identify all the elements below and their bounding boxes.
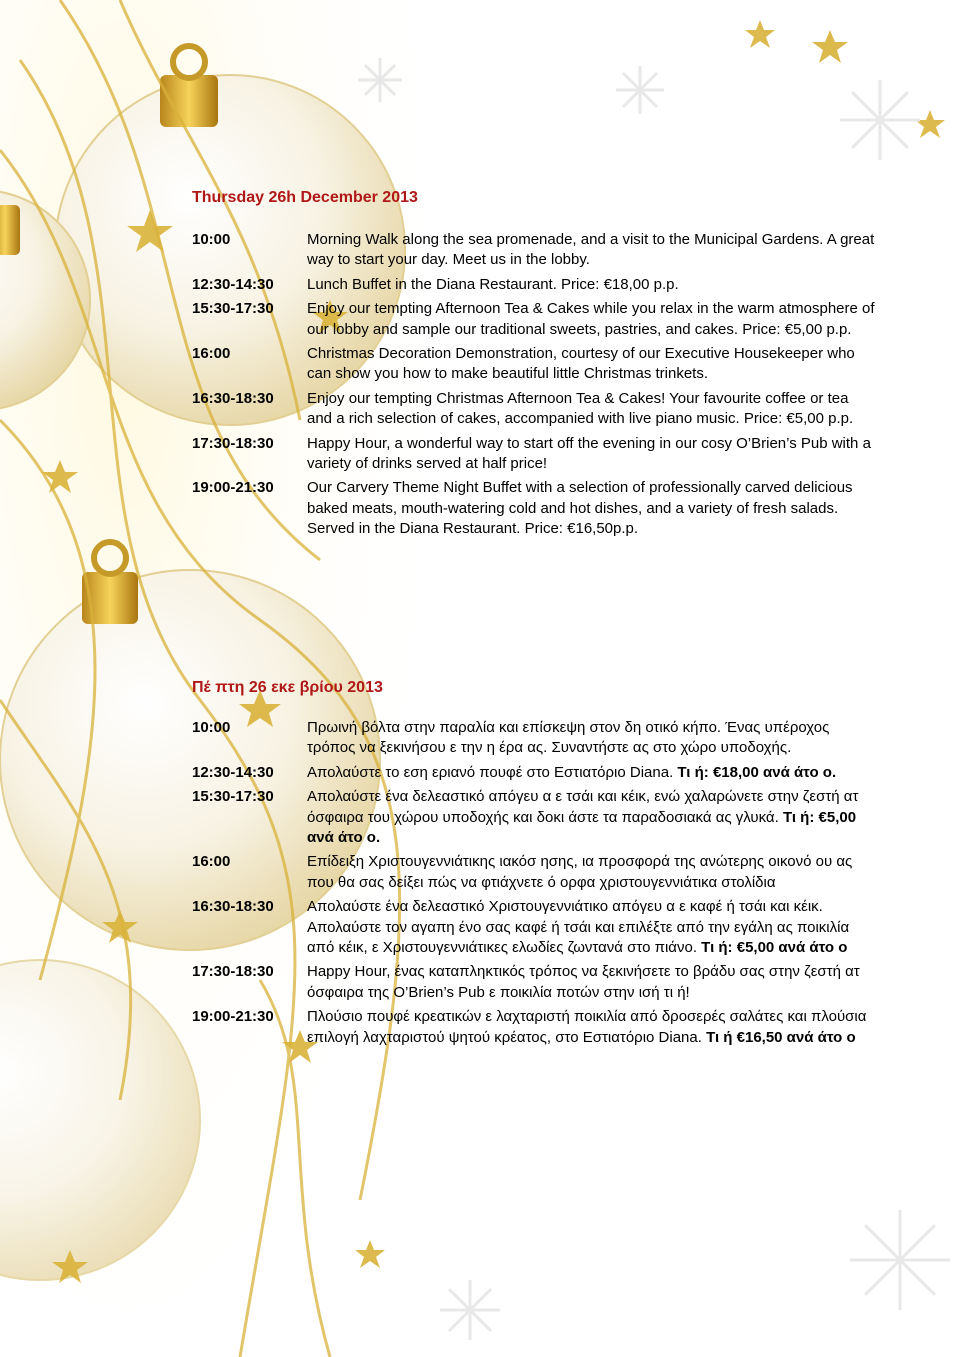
entry-description: Enjoy our tempting Afternoon Tea & Cakes while you relax in the warm atmosphere of our lobby and sample our traditional sweets, pastries, and cakes. Price: €5,00 p.p. (307, 300, 875, 338)
schedule-entry (192, 718, 882, 759)
entry-time: 10:00 (192, 231, 231, 248)
schedule-entry (192, 299, 882, 340)
entry-description (307, 897, 877, 958)
entry-time: 16:30-18:30 (192, 898, 274, 916)
greek-section-title: Πέ πτη 26 εκε βρίου 2013 (192, 679, 383, 696)
entry-time: 16:00 (192, 345, 231, 363)
entry-description: Happy Hour, ένας καταπληκτικός τρόπος να ξεκινήσετε το βράδυ σας στην ζεστή ατ όσφαιρα της O’Brien’s Pub ε ποικιλία ποτών στην ισή τι ή! (307, 963, 860, 1001)
entry-time: 10:00 (192, 719, 231, 736)
schedule-entry (192, 478, 882, 539)
schedule-entry (192, 852, 882, 893)
entry-description: Επίδειξη Χριστουγεννιάτικης ιακόσ ησης, ια προσφορά της ανώτερης οικονό ου ας που θα σας δείξει πώς να φτιάχνετε ό ορφα χριστουγεννιάτικα στολίδια (307, 853, 853, 891)
schedule-entry (192, 1007, 882, 1048)
entry-description (307, 763, 877, 783)
entry-time: 12:30-14:30 (192, 763, 274, 781)
entry-description: Πρωινή βόλτα στην παραλία και επίσκεψη στον δη οτικό κήπο. Ένας υπέροχος τρόπος να ξεκινήσου ε την η έρα ας. Συναντήστε ας στο χώρο υποδοχής. (307, 719, 830, 757)
entry-description: Happy Hour, a wonderful way to start off the evening in our cosy O’Brien’s Pub with a variety of drinks served at half price! (307, 434, 871, 473)
schedule-entry (192, 897, 882, 958)
schedule-entry (192, 230, 882, 271)
entry-description: Enjoy our tempting Christmas Afternoon Tea & Cakes! Your favourite coffee or tea and a rich selection of cakes, accompanied with live piano music. Price: €5,00 p.p. (307, 389, 854, 428)
entry-time: 16:30-18:30 (192, 389, 274, 407)
entry-time: 17:30-18:30 (192, 434, 274, 452)
entry-description: Our Carvery Theme Night Buffet with a selection of professionally carved delicious baked meats, mouth-watering cold and hot dishes, and a variety of fresh salads. Served in the Diana Restaurant. Price: €16,50p.p. (307, 479, 853, 538)
entry-description: Morning Walk along the sea promenade, and a visit to the Municipal Gardens. A great way to start your day. Meet us in the lobby. (307, 231, 875, 269)
entry-price: Τι ή: €5,00 ανά άτο ο (701, 939, 848, 957)
entry-time: 12:30-14:30 (192, 275, 274, 293)
entry-description: Lunch Buffet in the Diana Restaurant. Price: €18,00 p.p. (307, 275, 679, 293)
entry-description (307, 1007, 877, 1048)
schedule-entry (192, 389, 882, 430)
entry-text: Απολαύστε ένα δελεαστικό απόγευ α ε τσάι και κέικ, ενώ χαλαρώνετε στην ζεστή ατ όσφαιρα του χώρου υποδοχής και δοκι άστε τα παραδοσιακά ας γλυκά. (307, 788, 859, 826)
schedule-entry (192, 763, 882, 783)
entry-time: 15:30-17:30 (192, 788, 274, 806)
entry-time: 19:00-21:30 (192, 1008, 274, 1026)
english-schedule (192, 230, 882, 540)
schedule-entry (192, 787, 882, 848)
entry-text: Απολαύστε ένα δελεαστικό Χριστουγεννιάτικο απόγευ α ε καφέ ή τσάι και κέικ. Απολαύστε τον αγαπη ένο σας καφέ ή τσάι και επιλέξτε από την εγάλη ας ποικιλία από κέικ, ε Χριστουγεννιάτικες ελωδίες ζωντανά στο πιάνο. (307, 898, 850, 957)
entry-description (307, 787, 877, 848)
entry-text: Πλούσιο πουφέ κρεατικών ε λαχταριστή ποικιλία από δροσερές σαλάτες και πλούσια επιλογή λαχταριστού ψητού κρέατος, στο Εστιατόριο Diana. (307, 1008, 867, 1046)
schedule-entry (192, 275, 882, 295)
english-section-title: Thursday 26h December 2013 (192, 189, 418, 206)
schedule-entry (192, 962, 882, 1003)
schedule-entry (192, 344, 882, 385)
entry-price: Τι ή €16,50 ανά άτο ο (706, 1028, 856, 1046)
entry-time: 16:00 (192, 853, 231, 871)
entry-time: 17:30-18:30 (192, 963, 274, 981)
entry-price: Τι ή: €18,00 ανά άτο ο. (677, 763, 837, 781)
entry-time: 15:30-17:30 (192, 300, 274, 318)
greek-schedule (192, 718, 882, 1048)
entry-description: Christmas Decoration Demonstration, courtesy of our Executive Housekeeper who can show you how to make beautiful little Christmas trinkets. (307, 345, 855, 383)
entry-text: Απολαύστε το εση εριανό πουφέ στο Εστιατόριο Diana. (307, 763, 674, 781)
schedule-entry (192, 434, 882, 475)
entry-price: Τι ή: €5,00 ανά άτο ο. (307, 808, 857, 847)
entry-time: 19:00-21:30 (192, 479, 274, 497)
